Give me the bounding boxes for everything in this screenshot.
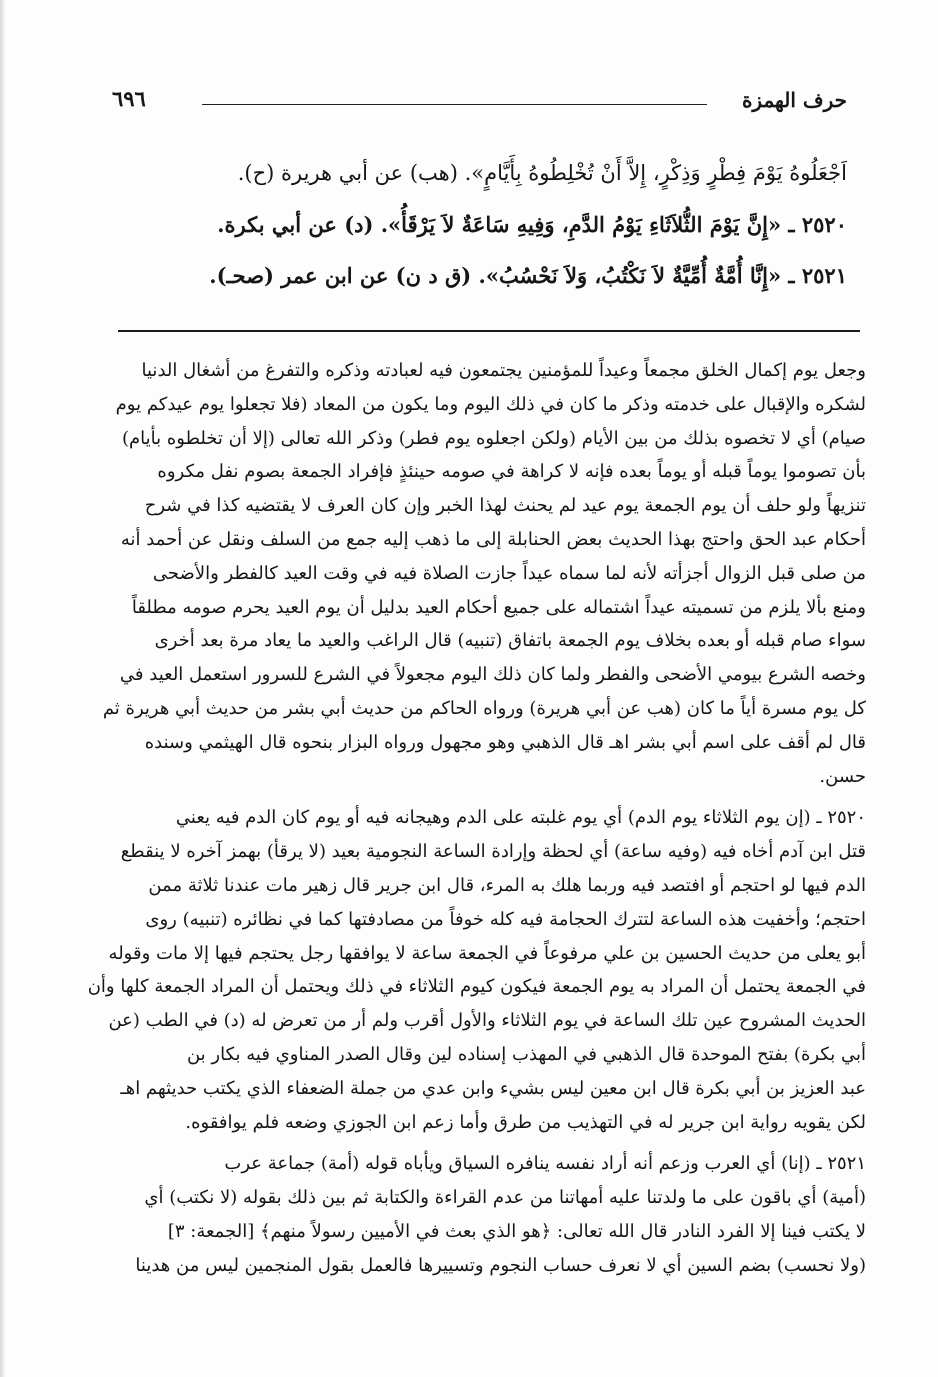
commentary-line: وخصه الشرع بيومي الأضحى والفطر ولما كان ذلك اليوم مجعولاً في الشرع للسرور استعمل العيد في [119, 664, 866, 686]
commentary-line: احتجم؛ وأخفيت هذه الساعة لتترك الحجامة فيه كله خوفاً من مصادفتها كما في نظائره (تنبيه) روى [145, 908, 866, 930]
commentary-line: حسن. [819, 765, 866, 787]
header-rule [202, 104, 707, 105]
commentary-line: (ولا نحسب) بضم السين أي لا نعرف حساب النجوم وتسييرها فالعمل بقول المنجمين ليس من هدينا [135, 1254, 866, 1276]
commentary-line: (أمية) أي باقون على ما ولدتنا عليه أمهاتنا من عدم القراءة والكتابة ثم بين ذلك بقوله (لا نكتب) أي [144, 1187, 866, 1209]
commentary-line: لا يكتب فينا إلا الفرد النادر قال الله تعالى: ﴿هو الذي بعث في الأميين رسولاً منهم﴾ [الجمعة: ٣] [167, 1220, 866, 1242]
hadith-text [112, 148, 847, 301]
commentary-line: بأن تصوموا يوماً قبله أو يوماً بعده فإنه لا كراهة في صومه حينئذٍ فإفراد الجمعة بصوم نفل مكروه [157, 461, 866, 483]
commentary-line: أبي بكرة) بفتح الموحدة قال الذهبي في المهذب إسناده لين وقال الصدر المناوي فيه بكار بن [186, 1043, 866, 1065]
commentary-line: أحكام عبد الحق واحتج بهذا الحديث بعض الحنابلة إلى ما ذهب إليه جمع من السلف ونقل عن أحمد أنه [120, 528, 866, 550]
hadith-line: ٢٥٢٠ ـ «إِنَّ يَوْمَ الثُّلاَثَاءِ يَوْمُ الدَّمِ، وَفِيهِ سَاعَةٌ لاَ يَرْقَأُ». (د) عن أبي بكرة. [217, 212, 847, 237]
commentary-line: قتل ابن آدم أخاه فيه (وفيه ساعة) أي لحظة وإرادة الساعة النجومية بعيد (لا يرقأ) بهمز آخره لا ينقطع [120, 841, 866, 863]
commentary-line: تنزيهاً ولو حلف أن يوم الجمعة يوم عيد لم يحنث لهذا الخبر وإن كان العرف لا يقتضيه كذا في شرح [144, 495, 866, 517]
commentary-line: الدم فيها لو احتجم أو افتصد فيه وربما هلك به المرء، قال ابن جرير قال زهير مات عندنا ثلاثة ممن [148, 874, 866, 896]
commentary-line: لكن يقويه رواية ابن جرير له في التهذيب من طرق وأما زعم ابن الجوزي وضعه فلم يوافقوه. [185, 1111, 866, 1133]
commentary-line: ومنع بألا يلزم من تسميته عيداً اشتماله على جميع أحكام العيد بدليل أن يوم العيد يحرم صومه مطلقاً [131, 596, 866, 618]
commentary-line: لشكره والإقبال على خدمته وذكر ما كان في ذلك اليوم وما يكون من المعاد (فلا تجعلوا يوم عيدكم يوم [115, 393, 866, 415]
commentary-line: الحديث المشروح عين تلك الساعة في يوم الثلاثاء والأول أقرب ولم أر من تعرض له (د) في الطب (عن [108, 1010, 866, 1032]
commentary-line: صيام) أي لا تخصوه بذلك من بين الأيام (ولكن اجعلوه يوم فطر) وذكر الله تعالى (إلا أن تخلطوه بأيام) [121, 427, 866, 449]
hadith-line: اَجْعَلُوهُ يَوْمَ فِطْرٍ وَذِكْرٍ، إِلاَّ أَنْ تُخْلِطُوهُ بِأَيَّامٍ». (هب) عن أبي هريرة (ح). [237, 161, 847, 185]
commentary-line: قال لم أقف على اسم أبي بشر اهـ قال الذهبي وهو مجهول ورواه البزار بنحوه قال الهيثمي وسنده [144, 731, 866, 753]
page-number: ٦٩٦ [112, 86, 146, 111]
hadith-line: ٢٥٢١ ـ «إِنَّا أُمَّةٌ أُمِّيَّةٌ لاَ نَكْتُبُ، وَلاَ نَحْسُبُ». (ق د ن) عن ابن عمر (صحـ). [209, 263, 847, 288]
commentary-line: من صلى قبل الزوال أجزأته لأنه لما سماه عيداً جازت الصلاة فيه في وقت العيد كالفطر والأضحى [152, 562, 866, 584]
commentary-line: وجعل يوم إكمال الخلق مجمعاً وعيداً للمؤمنين يجتمعون فيه لعبادته وذكره والتفرغ من أشغال الدنيا [141, 360, 866, 381]
commentary-text [74, 354, 866, 1283]
binding-shadow [0, 0, 6, 1377]
commentary-line: ٢٥٢٠ ـ (إن يوم الثلاثاء يوم الدم) أي يوم غلبته على الدم وهيجانه فيه أو يوم كان الدم فيه يعني [175, 807, 866, 829]
commentary-line: ٢٥٢١ ـ (إنا) أي العرب وزعم أنه أراد نفسه ينافره السياق ويأباه قوله (أمة) جماعة عرب [224, 1153, 866, 1175]
commentary-line: أبو يعلى من حديث الحسين بن علي مرفوعاً في الجمعة ساعة لا يوافقها رجل يحتجم فيها إلا مات وقوله [108, 942, 866, 964]
chapter-title: حرف الهمزة [741, 88, 847, 112]
commentary-line: عبد العزيز بن أبي بكرة قال ابن معين ليس بشيء وابن عدي من جملة الضعفاء الذي يكتب حديثهم اهـ [120, 1077, 866, 1099]
commentary-line: في الجمعة يحتمل أن المراد به يوم الجمعة فيكون كيوم الثلاثاء في ذلك ويحتمل أن المراد الجمعة كلها وأن [87, 976, 866, 998]
commentary-line: سواء صام قبله أو بعده بخلاف يوم الجمعة باتفاق (تنبيه) قال الراغب والعيد ما يعاد مرة بعد أخرى [154, 630, 866, 652]
commentary-line: كل يوم مسرة أياً ما كان (هب عن أبي هريرة) ورواه الحاكم من حديث أبي بشر من حديث أبي هريرة ثم [102, 697, 866, 719]
footnote-divider [118, 330, 860, 332]
page-header [112, 82, 847, 116]
